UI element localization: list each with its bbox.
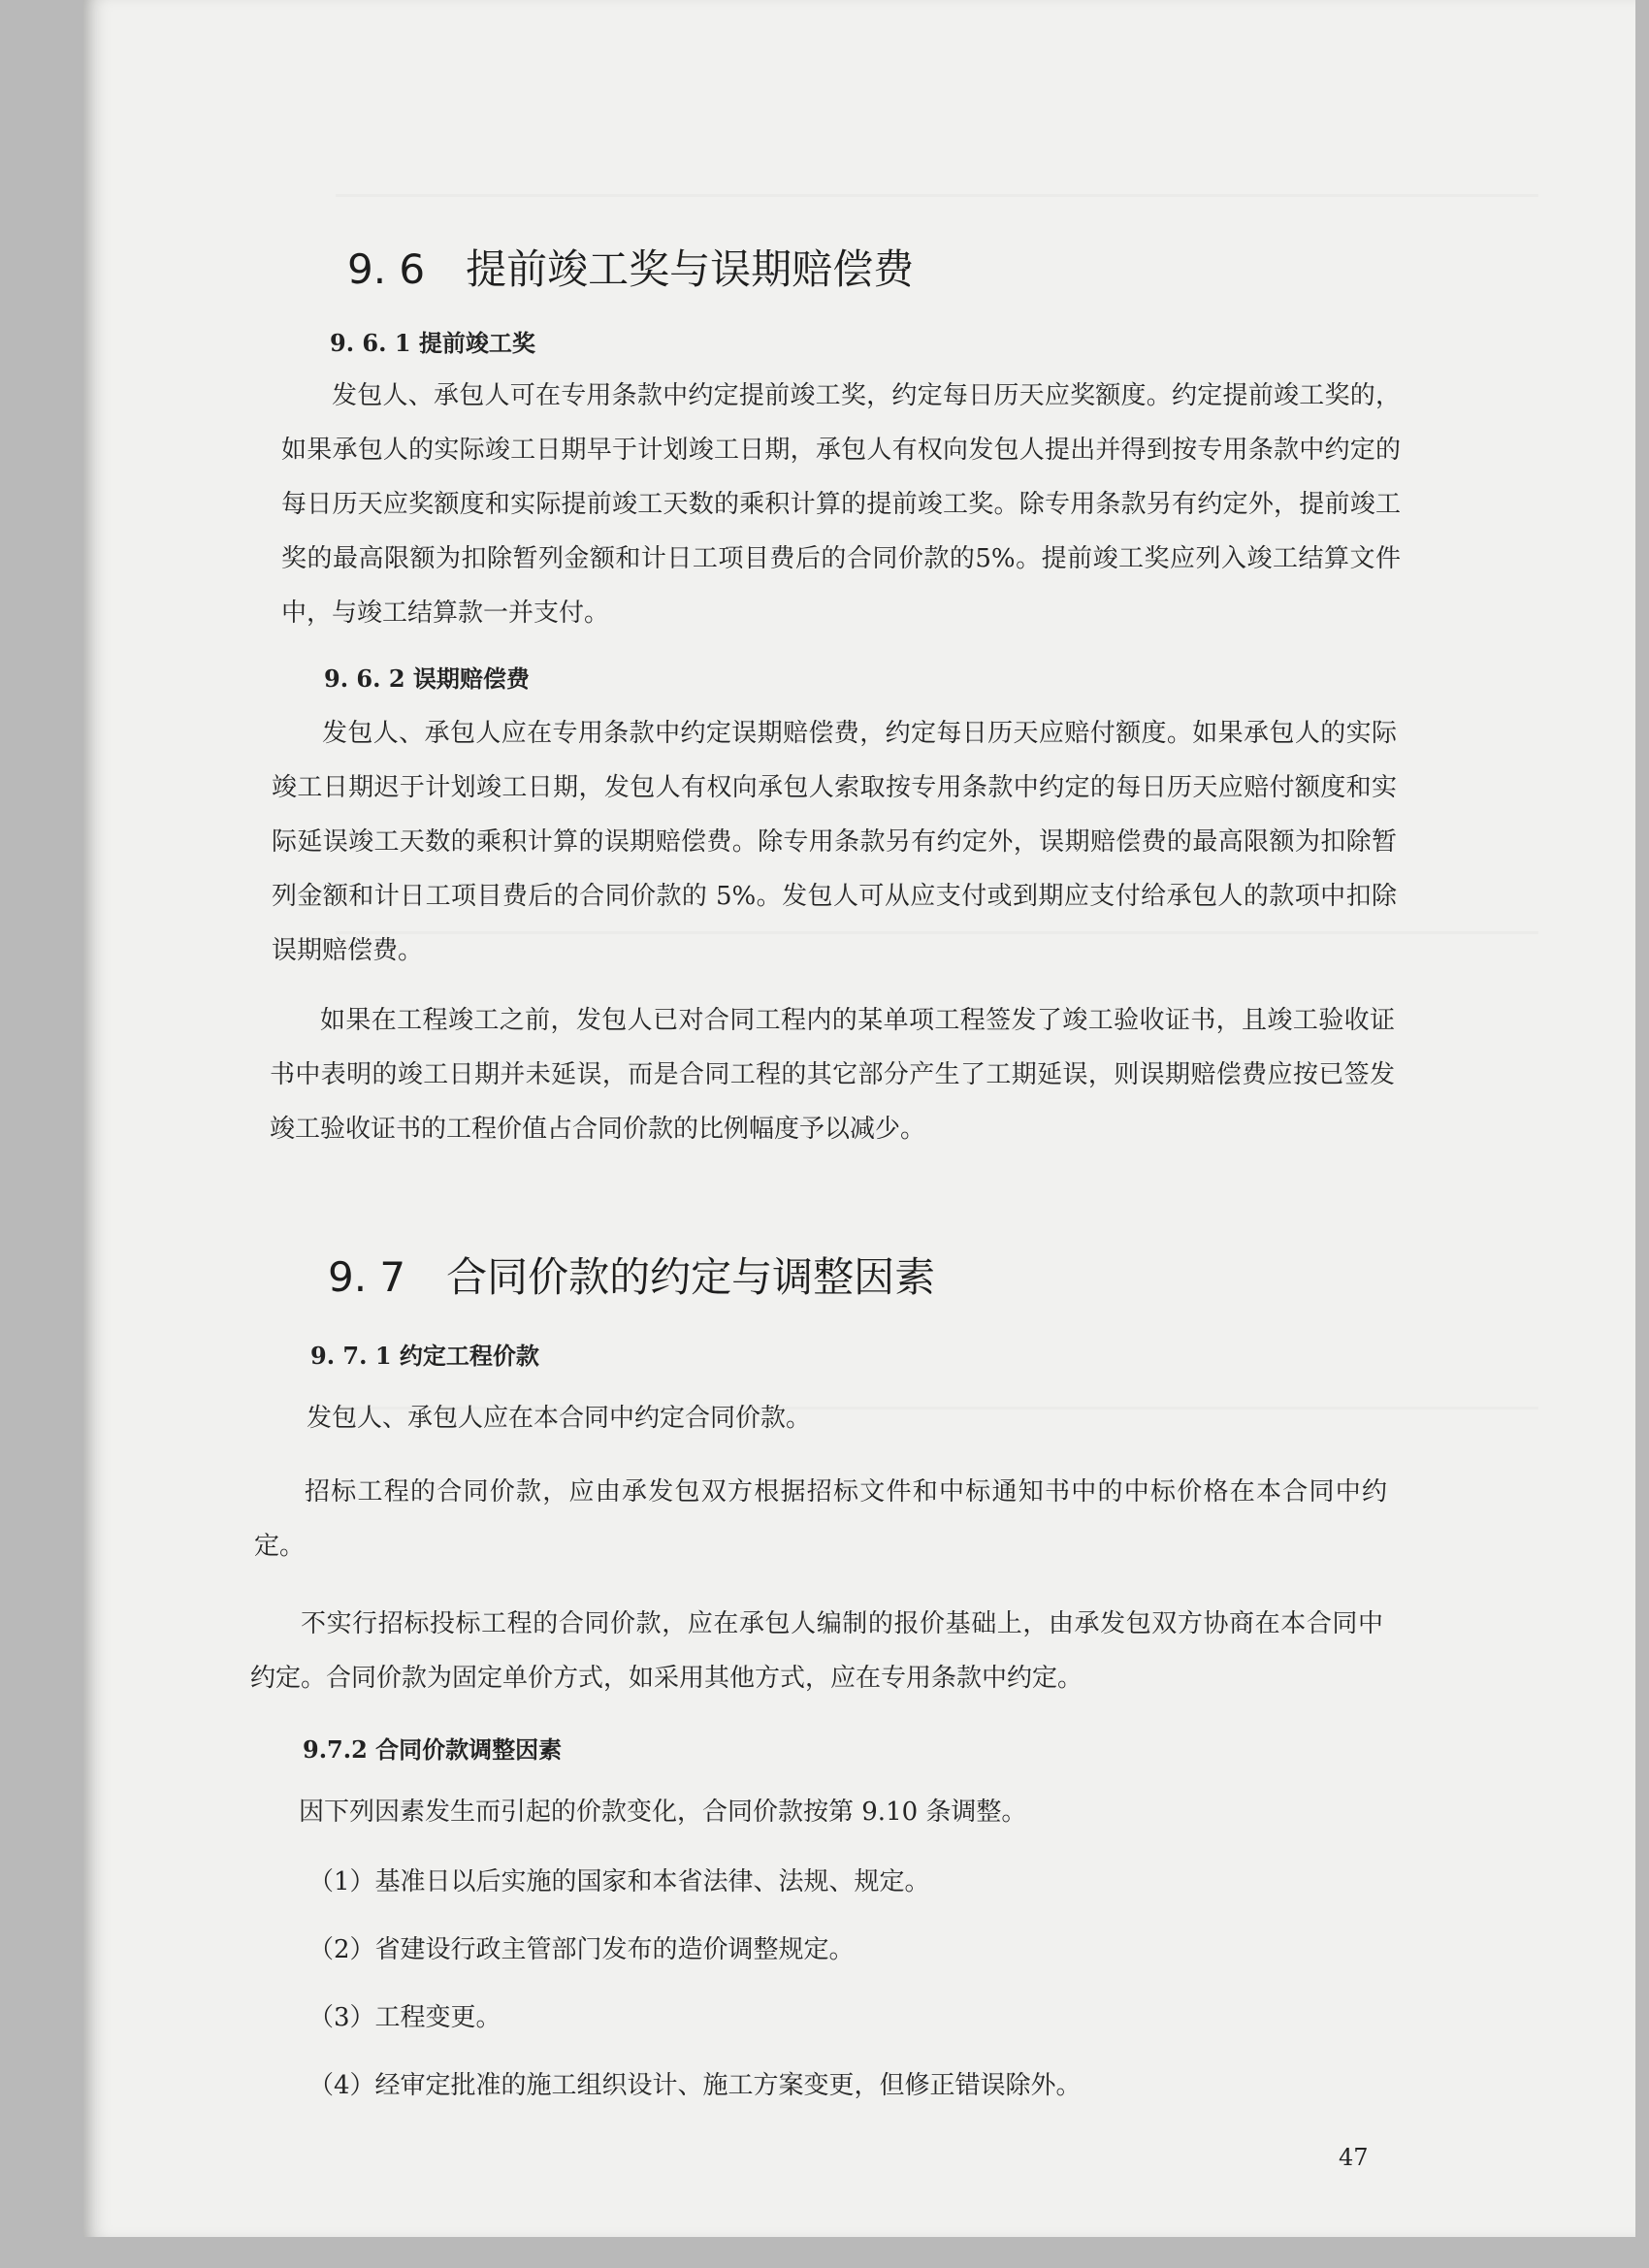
page-number: 47 <box>1339 2144 1369 2171</box>
paragraph-agree-price: 发包人、承包人应在本合同中约定合同价款。 <box>307 1404 812 1433</box>
list-item: （4）经审定批准的施工组织设计、施工方案变更，但修正错误除外。 <box>308 2071 1082 2100</box>
subsection-9-7-2-heading: 9.7.2 合同价款调整因素 <box>303 1735 563 1764</box>
section-title: 提前竣工奖与误期赔偿费 <box>466 245 915 293</box>
section-9-6-heading <box>347 238 914 296</box>
subsection-9-6-1-heading: 9. 6. 1 提前竣工奖 <box>330 329 535 357</box>
subsection-9-7-1-heading: 9. 7. 1 约定工程价款 <box>310 1342 539 1370</box>
paragraph-delay-damages: 发包人、承包人应在专用条款中约定误期赔偿费，约定每日历天应赔付额度。如果承包人的实际竣工日期迟于计划竣工日期，发包人有权向承包人索取按专用条款中约定的每日历天应赔付额度和实际延误竣工天数的乘积计算的误期赔偿费。除专用条款另有约定外，误期赔偿费的最高限额为扣除暂列金额和计日工项目费后的合同价款的 5%。发包人可从应支付或到期应支付给承包人的款项中扣除误期赔偿费。 <box>272 719 1397 965</box>
subsection-9-6-2-heading: 9. 6. 2 误期赔偿费 <box>324 664 530 693</box>
paragraph-tender-price: 招标工程的合同价款，应由承发包双方根据招标文件和中标通知书中的中标价格在本合同中约定。 <box>254 1477 1387 1561</box>
paragraph-non-tender-price: 不实行招标投标工程的合同价款，应在承包人编制的报价基础上，由承发包双方协商在本合同中约定。合同价款为固定单价方式，如采用其他方式，应在专用条款中约定。 <box>250 1609 1383 1693</box>
bleed-through-shadow <box>336 194 1538 197</box>
paragraph-delay-reduction: 如果在工程竣工之前，发包人已对合同工程内的某单项工程签发了竣工验收证书，且竣工验收证书中表明的竣工日期并未延误，而是合同工程的其它部分产生了工期延误，则误期赔偿费应按已签发竣工验收证书的工程价值占合同价款的比例幅度予以减少。 <box>270 1006 1395 1144</box>
paragraph-adjustment-intro: 因下列因素发生而引起的价款变化，合同价款按第 9.10 条调整。 <box>299 1798 1027 1827</box>
section-number: 9. 6 <box>347 245 426 293</box>
list-item: （3）工程变更。 <box>308 2003 501 2032</box>
section-number: 9. 7 <box>328 1253 406 1301</box>
section-title: 合同价款的约定与调整因素 <box>446 1253 936 1301</box>
list-item: （2）省建设行政主管部门发布的造价调整规定。 <box>308 1935 855 1964</box>
paragraph-early-completion: 发包人、承包人可在专用条款中约定提前竣工奖，约定每日历天应奖额度。约定提前竣工奖的，如果承包人的实际竣工日期早于计划竣工日期，承包人有权向发包人提出并得到按专用条款中约定的每日历天应奖额度和实际提前竣工天数的乘积计算的提前竣工奖。除专用条款另有约定外，提前竣工奖的最高限额为扣除暂列金额和计日工项目费后的合同价款的5%。提前竣工奖应列入竣工结算文件中，与竣工结算款一并支付。 <box>281 381 1401 628</box>
section-9-7-heading <box>328 1246 935 1304</box>
list-item: （1）基准日以后实施的国家和本省法律、法规、规定。 <box>308 1867 930 1896</box>
